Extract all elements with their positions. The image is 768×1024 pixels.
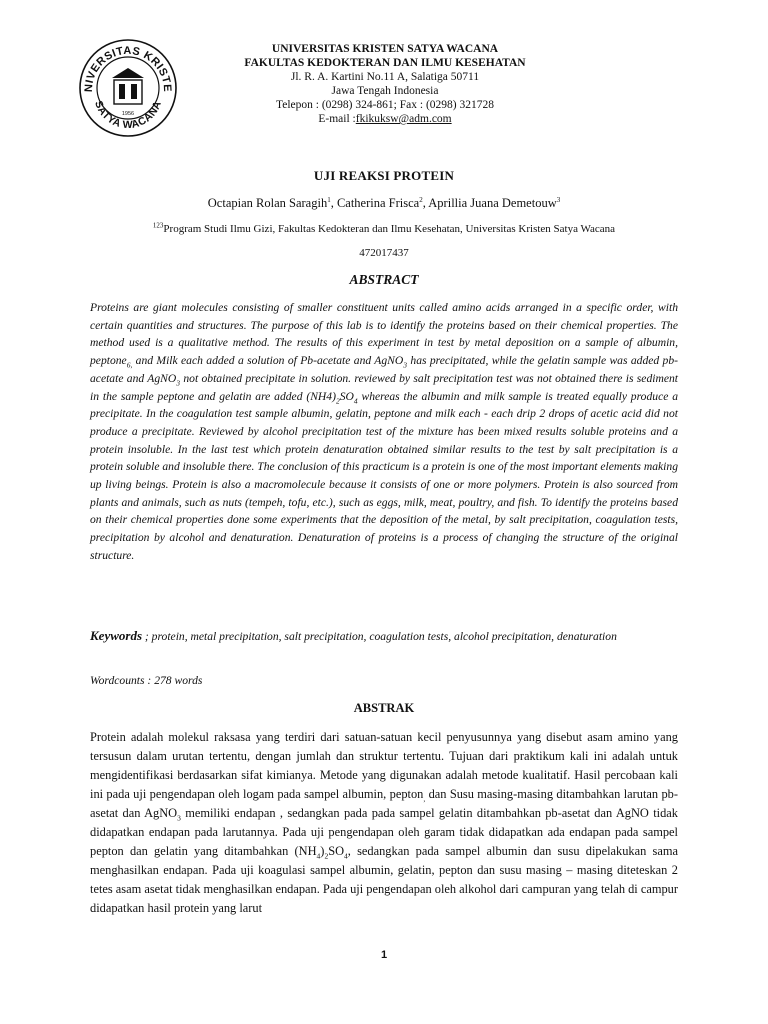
faculty-name: FAKULTAS KEDOKTERAN DAN ILMU KESEHATAN [244,57,526,69]
page-number: 1 [380,949,388,961]
university-seal-icon [78,38,178,138]
letterhead [200,42,570,126]
abstract-text: and Milk each added a solution of Pb-acetate and AgNO [132,354,404,368]
region-line: Jawa Tengah Indonesia [331,85,439,97]
author-superscript: 2 [419,195,423,204]
affiliation-text: Program Studi Ilmu Gizi, Fakultas Kedokteran dan Ilmu Kesehatan, Universitas Kristen Satya Wacana [163,223,616,235]
abstract-subscript: 2 [335,395,340,405]
title-block [90,168,678,259]
abstrak-text: memiliki endapan , sedangkan pada pada sampel gelatin ditambahkan pb-asetat dan AgNO tidak didapatkan endapan pada larutannya. Pada uji pengendapan oleh garam tidak didapatkan ada endapan pada sampel pepton dan gelatin yang ditambahkan (NH [90,806,678,858]
affiliation-superscript: 123 [152,221,164,230]
seal-year: 1956 [121,111,135,117]
seal-bottom-text: SATYA WACANA [92,99,164,132]
abstrak-subscript: 4 [344,851,348,861]
abstract-text: SO [339,389,354,403]
abstract-subscript: 4 [353,395,358,405]
abstrak-text: dan Susu masing-masing ditambahkan larutan pb-asetat dan AgNO [90,787,678,820]
seal-top-text: NIVERSITAS KRISTE [82,44,174,93]
author-name: Octapian Rolan Saragih [207,196,328,210]
abstrak-subscript: 4 [316,851,321,861]
abstract-heading: ABSTRACT [349,272,419,287]
abstrak-text: , sedangkan pada sampel albumin dan susu dipelakukan sama menghasilkan endapan. Pada uji koagulasi sampel albumin, gelatin, pepton dan susu masing – masing diteteskan 2 tetes asam asetat tidak menghasilkan endapan. Pada uji pengendapan oleh alkohol dari campuran yang telah di campur didapatkan hasil protein yang larut [90,844,679,915]
abstract-text: has precipitated, while the gelatin sample was added pb-acetate and AgNO [90,354,678,385]
abstrak-subscript: 3 [177,813,181,823]
abstract-text: not obtained precipitate in solution. reviewed by salt precipitation test was not obtained there is sediment in the sample peptone and gelatin are added (NH4) [90,371,678,403]
abstract-subscript: 3 [176,378,181,388]
keywords [90,627,678,646]
email-line [200,112,570,126]
abstrak-body [90,728,678,918]
abstrak-text: ) [320,844,325,858]
abstract-text: whereas the albumin and milk sample is treated equally produce a precipitate. In the coagulation test sample albumin, gelatin, peptone and milk each - each drip 2 drops of acetic acid did not produce a precipitate. Reviewed by alcohol precipitation test of the mixture has been mixed results soluble proteins and a protein insoluble. In the last test which protein denaturation obtained similar results to the test by salt precipitation is a protein soluble and insoluble there. The conclusion of this practicum is a protein is one of the most important elements making up living beings. Protein is also a macromolecule because it consists of one or more polymers. Protein is also sourced from plants and animals, such as nuts (tempeh, tofu, etc.), such as eggs, milk, meat, poultry, and fish. To identify the proteins based on their chemical properties done some experiments that the deposition of the metal, by salt precipitation, coagulation tests, precipitation by alcohol and denaturation. Denaturation of proteins is a process of changing the structure of the original structure. [90,389,678,562]
university-name: UNIVERSITAS KRISTEN SATYA WACANA [271,43,499,55]
address-line: Jl. R. A. Kartini No.11 A, Salatiga 50711 [290,71,480,83]
abstract-body [90,299,678,565]
student-id: 472017437 [359,247,409,259]
author-separator: , [422,196,429,210]
affiliation [90,223,678,235]
author-superscript: 1 [327,195,331,204]
abstrak-text: Protein adalah molekul raksasa yang terdiri dari satuan-satuan kecil penyusunnya yang disebut asam amino yang tersusun dalam urutan tertentu, dengan jumlah dan struktur tertentu. Tujuan dari praktikum kali ini adalah untuk mengidentifikasi berdasarkan sifat kimianya. Metode yang digunakan adalah metode kualitatif. Hasil percobaan kali ini pada uji pengendapan oleh logam pada sampel albumin, pepton [90,730,678,801]
phone-line: Telepon : (0298) 324-861; Fax : (0298) 321728 [276,99,494,111]
abstract-text: Proteins are giant molecules consisting of smaller constituent units called amino acids arranged in a specific order, with certain quantities and structures. The purpose of this lab is to identify the proteins based on their chemical properties. The method used is a qualitative method. The results of this experiment in test by metal deposition on a sample of albumin, peptone [90,301,678,368]
paper-title: UJI REAKSI PROTEIN [313,168,455,183]
author-list [90,196,678,211]
author-name: Catherina Frisca [336,196,420,210]
abstrak-text: SO [328,844,345,858]
email-link[interactable]: fkikuksw@adm.com [355,113,452,125]
author-separator: , [330,196,337,210]
abstract-subscript: 3 [403,360,408,370]
author-superscript: 3 [556,195,561,204]
keywords-label: Keywords [90,628,142,643]
keywords-list: ; protein, metal precipitation, salt precipitation, coagulation tests, alcohol precipitation, denaturation [142,630,617,643]
abstrak-subscript: 2 [324,851,329,861]
abstrak-heading: ABSTRAK [353,701,415,715]
word-count: Wordcounts : 278 words [90,674,203,687]
abstrak-subscript: , [423,794,426,804]
author-name: Aprillia Juana Demetouw [428,196,557,210]
email-label: E-mail : [318,113,356,125]
abstract-subscript: 6, [126,360,133,370]
